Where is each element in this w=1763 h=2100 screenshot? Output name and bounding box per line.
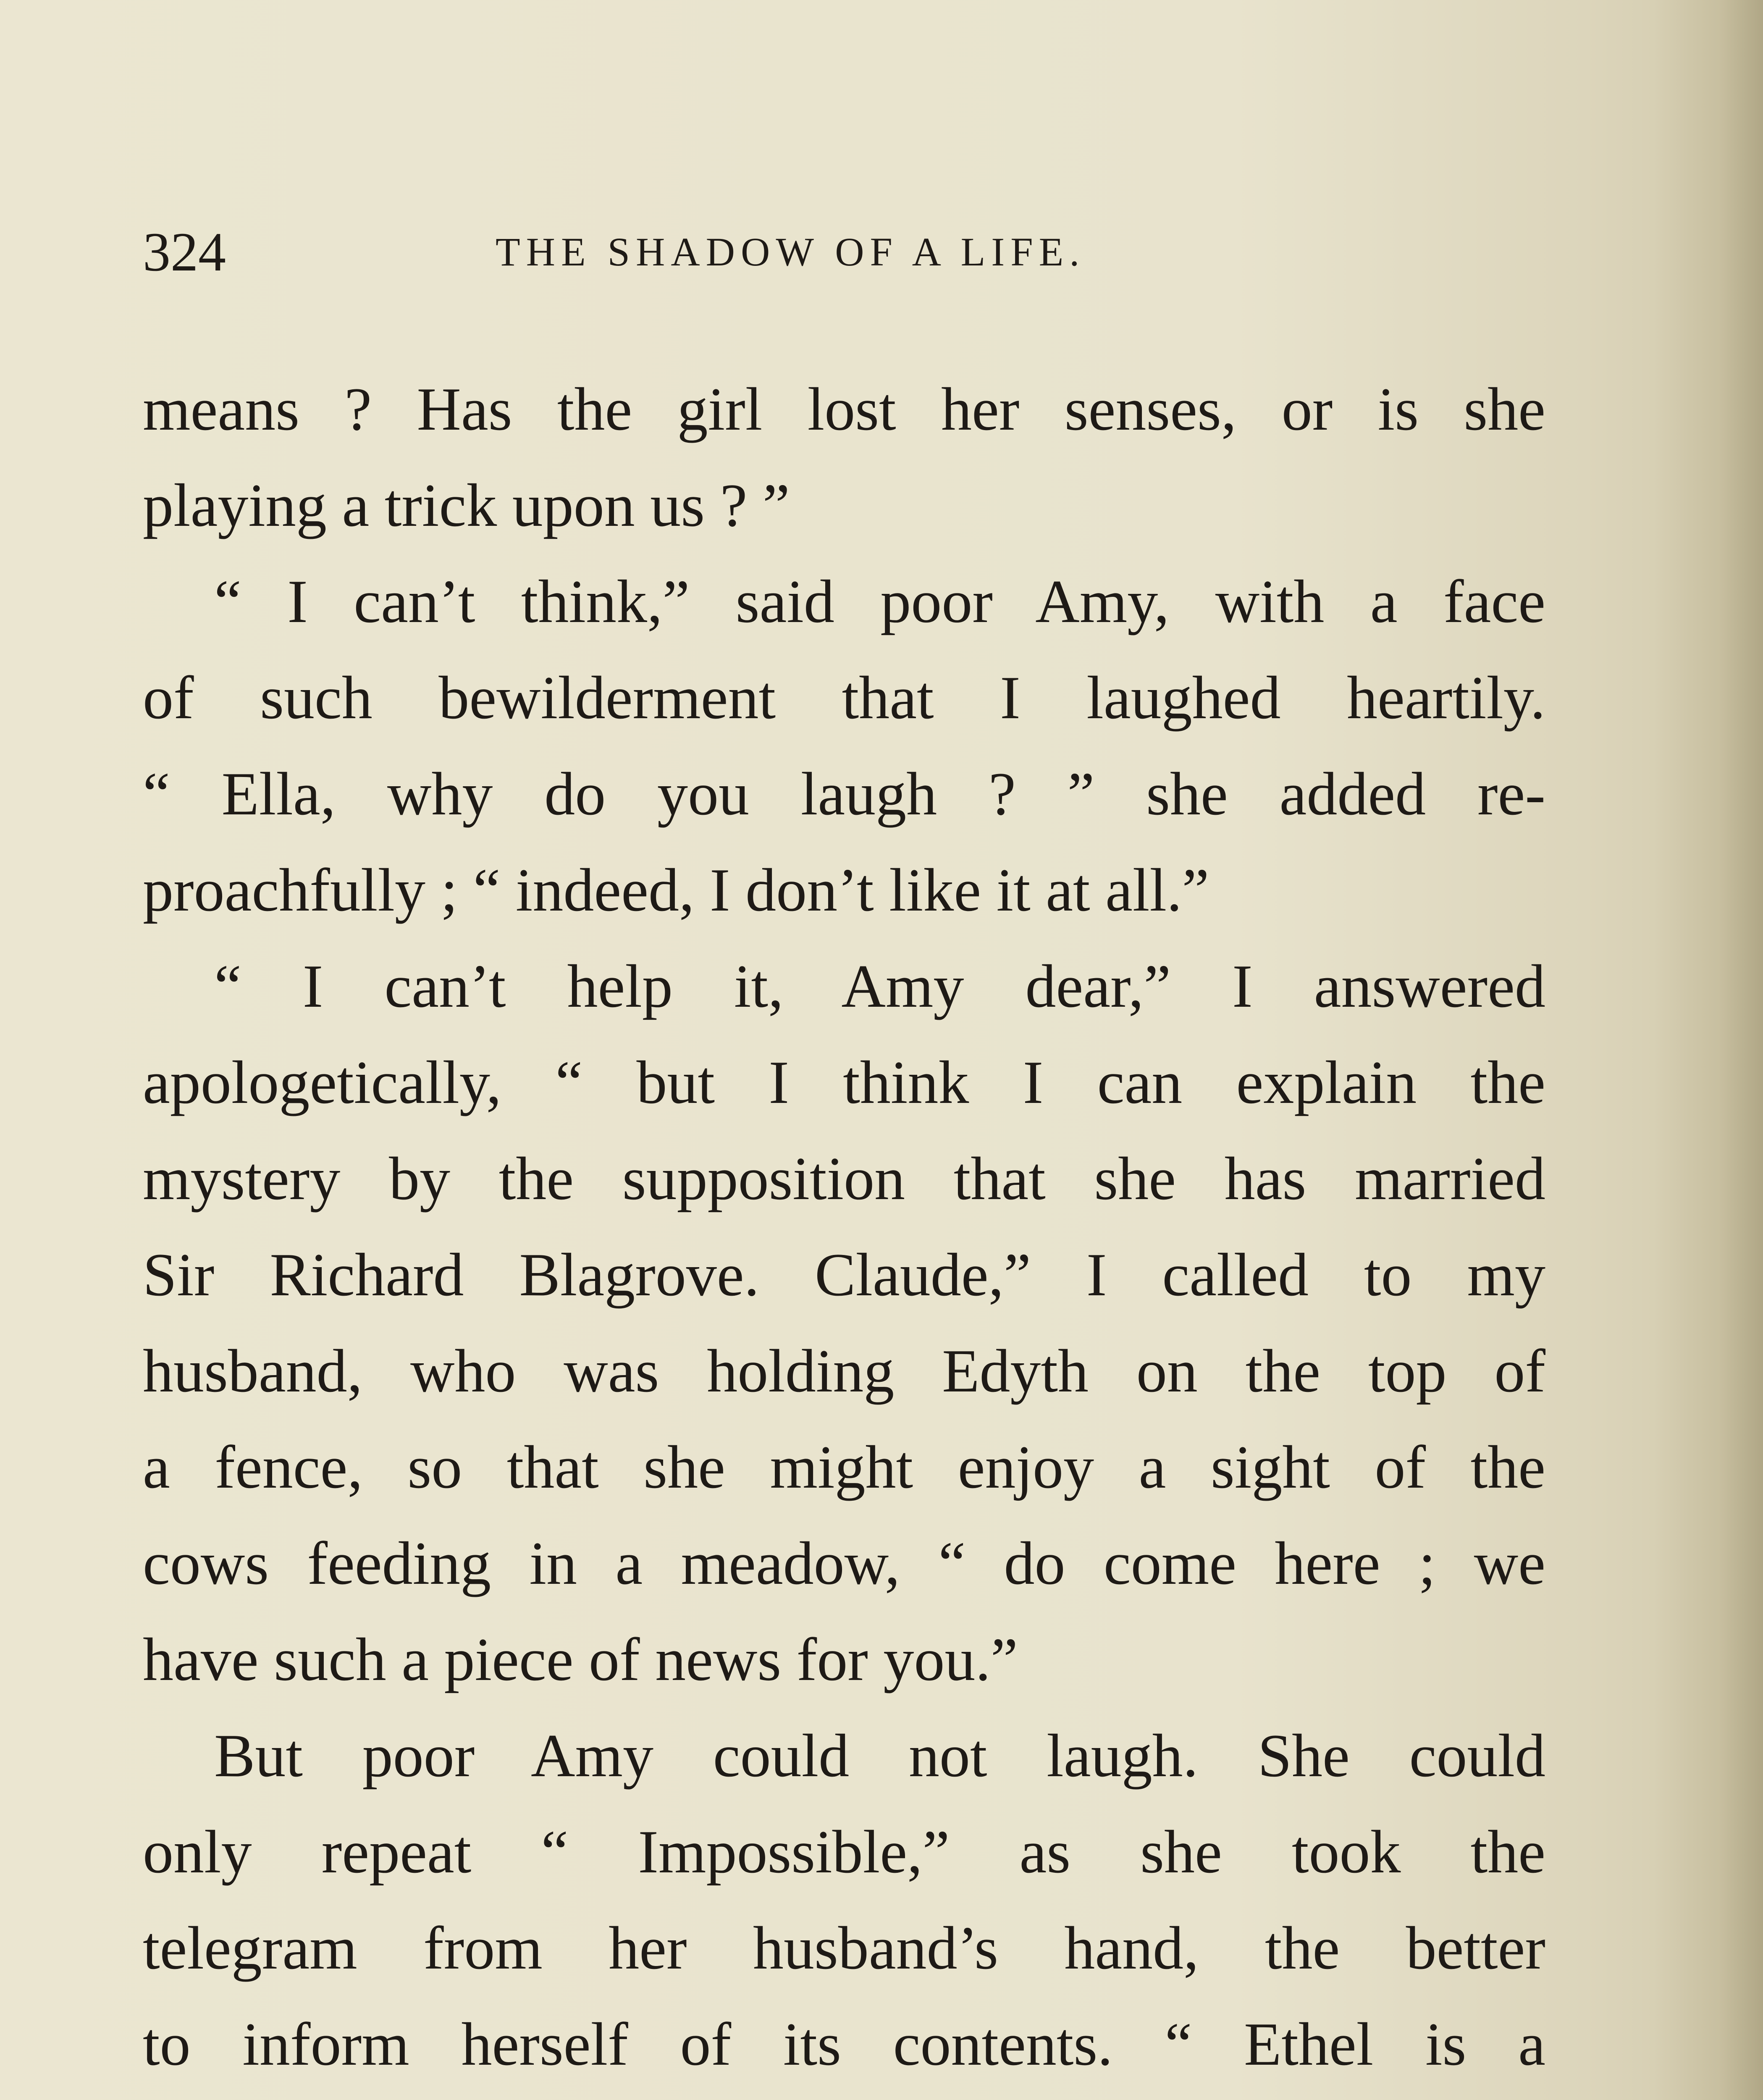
- text-line: playing a trick upon us ? ”: [143, 471, 790, 539]
- text-line: But poor Amy could not laugh. She could: [214, 1722, 1545, 1790]
- text-line: “ I can’t think,” said poor Amy, with a face: [214, 567, 1545, 635]
- text-line: apologetically, “ but I think I can explain the: [143, 1048, 1545, 1116]
- text-line: husband, who was holding Edyth on the top of: [143, 1337, 1545, 1405]
- running-head: THE SHADOW OF A LIFE.: [496, 229, 1086, 274]
- text-line: have such a piece of news for you.”: [143, 1625, 1018, 1693]
- text-line: cows feeding in a meadow, “ do come here ; we: [143, 1529, 1545, 1597]
- text-line: “ I can’t help it, Amy dear,” I answered: [214, 952, 1545, 1020]
- body-text: [143, 361, 1545, 2100]
- page-number: 324: [143, 221, 226, 283]
- page-edge-shadow: [1654, 0, 1763, 2100]
- text-line: telegram from her husband’s hand, the better: [143, 1914, 1545, 1982]
- text-line: means ? Has the girl lost her senses, or is she: [143, 375, 1545, 443]
- text-line: “ Ella, why do you laugh ? ” she added re-: [143, 760, 1545, 828]
- text-line: mystery by the supposition that she has married: [143, 1144, 1545, 1213]
- text-line: proachfully ; “ indeed, I don’t like it at all.”: [143, 856, 1209, 924]
- text-line: only repeat “ Impossible,” as she took the: [143, 1818, 1545, 1886]
- text-line: a fence, so that she might enjoy a sight of the: [143, 1433, 1545, 1501]
- page-header: [143, 218, 1554, 286]
- text-line: of such bewilderment that I laughed heartily.: [143, 664, 1545, 732]
- text-line: [143, 2092, 1545, 2100]
- text-line: to inform herself of its contents. “ Ethel is a: [143, 2010, 1545, 2078]
- text-line: Sir Richard Blagrove. Claude,” I called to my: [143, 1241, 1545, 1309]
